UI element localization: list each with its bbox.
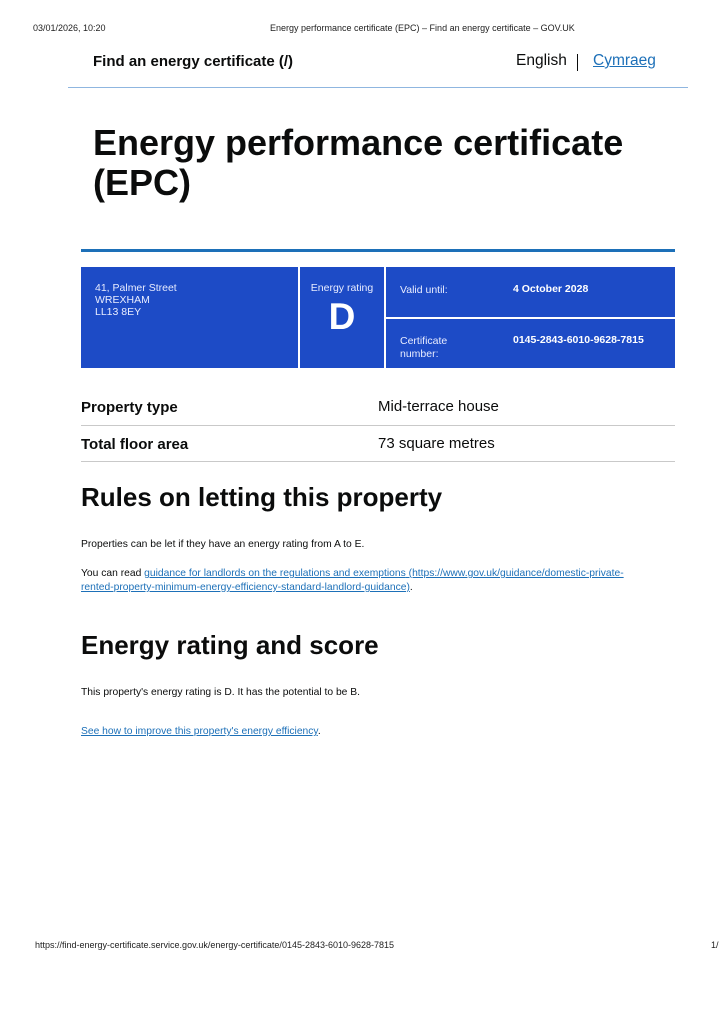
landlord-guidance-link[interactable]: guidance for landlords on the regulations and exemptions: [144, 568, 406, 579]
guidance-suffix: .: [409, 582, 413, 593]
language-welsh-link[interactable]: Cymraeg: [593, 52, 656, 69]
rating-score-paragraph: This property's energy rating is D. It has the potential to be B.: [81, 687, 360, 698]
service-name-link[interactable]: Find an energy certificate (/): [93, 53, 294, 70]
epc-summary-box: [81, 267, 675, 368]
rating-score-heading: Energy rating and score: [81, 630, 379, 660]
property-type-label: Property type: [81, 399, 178, 416]
row-divider: [81, 461, 675, 462]
print-footer-url: https://find-energy-certificate.service.gov.uk/energy-certificate/0145-2843-6010-9628-7815: [35, 940, 395, 950]
language-english: English: [516, 52, 567, 69]
letting-heading: Rules on letting this property: [81, 482, 443, 512]
valid-until-value: 4 October 2028: [513, 283, 589, 295]
improve-suffix: .: [317, 726, 321, 737]
energy-rating-letter: D: [328, 296, 356, 337]
print-datetime: 03/01/2026, 10:20: [33, 23, 106, 33]
address-line-2: WREXHAM: [95, 294, 150, 306]
address-line-1: 41, Palmer Street: [95, 282, 177, 294]
address-line-3: LL13 8EY: [95, 306, 142, 318]
print-page-number: 1/: [711, 940, 719, 950]
header-divider: [68, 87, 688, 88]
property-type-value: Mid-terrace house: [378, 398, 499, 415]
language-separator: [577, 54, 578, 71]
letting-guidance-paragraph: [81, 567, 671, 595]
guidance-prefix: You can read: [81, 568, 145, 579]
improve-efficiency-link[interactable]: See how to improve this property's energy efficiency: [81, 726, 318, 737]
certificate-number-value: 0145-2843-6010-9628-7815: [513, 334, 644, 346]
summary-divider: [386, 317, 675, 319]
floor-area-label: Total floor area: [81, 436, 189, 453]
improve-paragraph: [81, 725, 671, 739]
property-address: [95, 282, 177, 318]
page-title: Energy performance certificate (EPC): [93, 122, 624, 203]
landlord-guidance-url-continued[interactable]: rented-property-minimum-energy-efficiency-standard-landlord-guidance): [81, 582, 410, 593]
print-page-title: Energy performance certificate (EPC) – Find an energy certificate – GOV.UK: [270, 23, 575, 33]
floor-area-value: 73 square metres: [378, 435, 495, 452]
energy-rating-label: Energy rating: [310, 282, 374, 294]
certificate-number-label: Certificate number:: [400, 335, 448, 360]
valid-until-label: Valid until:: [400, 284, 448, 296]
landlord-guidance-url[interactable]: (https://www.gov.uk/guidance/domestic-private-: [405, 568, 624, 579]
title-accent-rule: [81, 249, 675, 252]
letting-paragraph: Properties can be let if they have an energy rating from A to E.: [81, 539, 365, 550]
row-divider: [81, 425, 675, 426]
